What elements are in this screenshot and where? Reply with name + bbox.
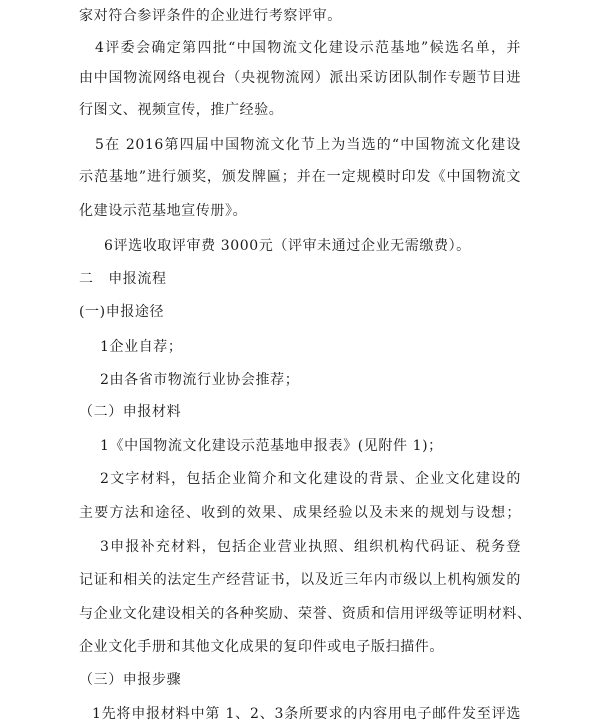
subsection-heading: （二）申报材料 [79,404,182,420]
subsection-heading: （三）申报步骤 [79,672,182,688]
text-line: 记证和相关的法定生产经营证书，以及近三年内市级以上机构颁发的 [79,572,521,588]
text-line: 家对符合参评条件的企业进行考察评审。 [79,8,342,24]
text-line: 企业文化手册和其他文化成果的复印件或电子版扫描件。 [79,639,444,655]
list-item: 1企业自荐； [100,339,183,355]
text-line: 与企业文化建设相关的各种奖励、荣誉、资质和信用评级等证明材料、 [79,606,532,622]
text-line: 1先将申报材料中第 1、2、3条所要求的内容用电子邮件发至评选 [92,706,521,722]
text-line: 示范基地”进行颁奖，颁发牌匾；并在一定规模时印发《中国物流文 [79,169,521,185]
text-line: 4评委会确定第四批“中国物流文化建设示范基地”候选名单，并 [95,40,521,56]
section-heading: 二 申报流程 [79,271,167,287]
list-item: 1《中国物流文化建设示范基地申报表》(见附件 1)； [100,438,443,454]
text-line: 2文字材料，包括企业简介和文化建设的背景、企业文化建设的 [100,471,521,487]
text-line: 3申报补充材料，包括企业营业执照、组织机构代码证、税务登 [100,539,521,555]
text-line: 主要方法和途径、收到的效果、成果经验以及未来的规划与设想； [79,505,521,521]
text-line: 化建设示范基地宣传册》。 [79,203,248,219]
text-line: 行图文、视频宣传，推广经验。 [79,102,284,118]
list-item: 2由各省市物流行业协会推荐； [100,372,300,388]
subsection-heading: (一)申报途径 [79,304,165,320]
text-line: 由中国物流网络电视台（央视物流网）派出采访团队制作专题节目进 [79,70,521,86]
text-line: 5在 2016第四届中国物流文化节上为当选的“中国物流文化建设 [95,137,521,153]
text-line: 6评选收取评审费 3000元（评审未通过企业无需缴费）。 [104,238,471,254]
